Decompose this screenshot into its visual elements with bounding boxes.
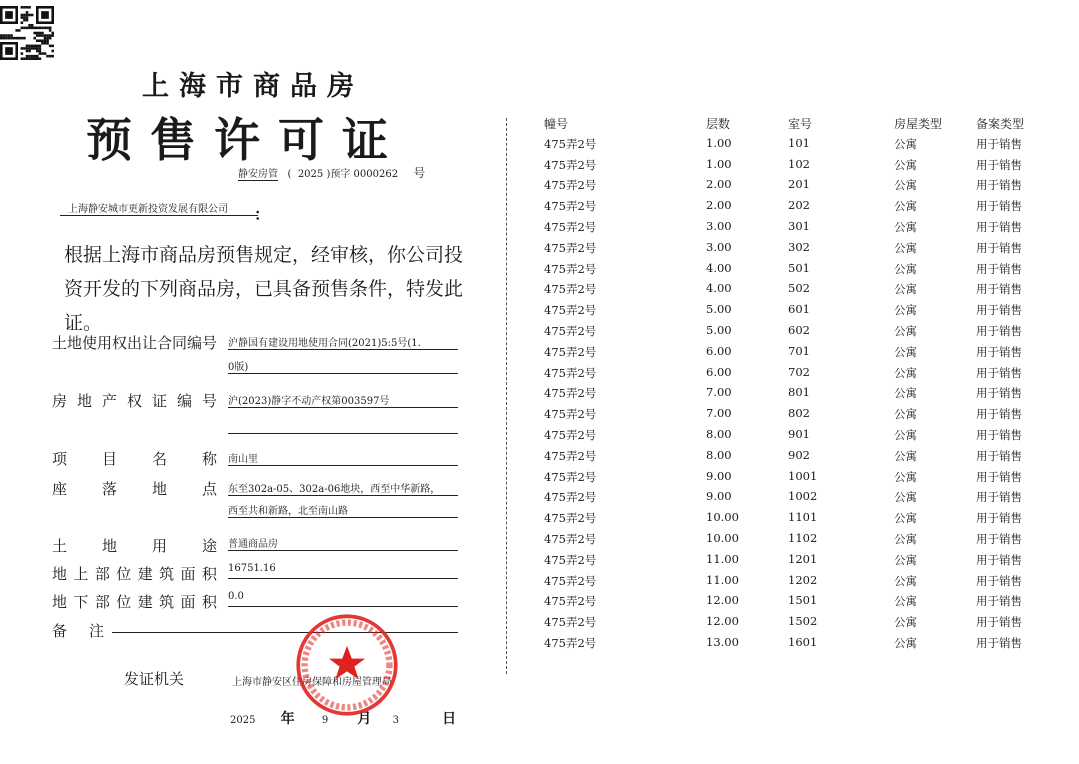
permit-statement-line2: 资开发的下列商品房，已具备预售条件，特发此证。	[64, 278, 464, 334]
cell-house-type: 公寓	[894, 615, 917, 630]
property-cert-label: 房地产权证编号	[52, 392, 217, 410]
cell-floor: 11.00	[706, 572, 739, 587]
permit-suffix: 号	[413, 166, 426, 180]
cell-room: 1601	[788, 634, 818, 649]
cell-filing-type: 用于销售	[976, 199, 1022, 214]
cell-filing-type: 用于销售	[976, 511, 1022, 526]
doc-title-big: 预售许可证	[86, 113, 406, 167]
month-label: 月	[357, 711, 372, 727]
cell-floor: 4.00	[706, 281, 732, 296]
table-row	[544, 344, 1064, 365]
cell-building: 475弄2号	[544, 219, 597, 234]
cell-floor: 12.00	[706, 593, 739, 608]
issue-year: 2025	[230, 715, 256, 726]
cell-building: 475弄2号	[544, 573, 597, 588]
table-body	[544, 136, 1064, 656]
cell-house-type: 公寓	[894, 407, 917, 422]
remark-line	[112, 632, 458, 633]
cell-floor: 6.00	[706, 364, 732, 379]
table-row	[544, 427, 1064, 448]
cell-house-type: 公寓	[894, 261, 917, 276]
cell-filing-type: 用于销售	[976, 136, 1022, 151]
cell-house-type: 公寓	[894, 365, 917, 380]
table-row	[544, 469, 1064, 490]
cell-building: 475弄2号	[544, 615, 597, 630]
cell-floor: 10.00	[706, 530, 739, 545]
cell-filing-type: 用于销售	[976, 157, 1022, 172]
table-row	[544, 219, 1064, 240]
cell-building: 475弄2号	[544, 594, 597, 609]
table-row	[544, 531, 1064, 552]
cell-building: 475弄2号	[544, 511, 597, 526]
cell-house-type: 公寓	[894, 594, 917, 609]
cell-room: 202	[788, 198, 810, 213]
cell-building: 475弄2号	[544, 407, 597, 422]
cell-building: 475弄2号	[544, 157, 597, 172]
permit-number-line	[238, 164, 425, 181]
cell-room: 802	[788, 406, 810, 421]
cell-building: 475弄2号	[544, 178, 597, 193]
cell-filing-type: 用于销售	[976, 240, 1022, 255]
remark-label: 备注	[52, 622, 104, 640]
cell-floor: 9.00	[706, 468, 732, 483]
cell-floor: 4.00	[706, 260, 732, 275]
table-row	[544, 573, 1064, 594]
cell-filing-type: 用于销售	[976, 303, 1022, 318]
cell-filing-type: 用于销售	[976, 490, 1022, 505]
cell-room: 201	[788, 177, 810, 192]
cell-room: 602	[788, 322, 810, 337]
cell-floor: 6.00	[706, 343, 732, 358]
property-cert-value: 沪(2023)静字不动产权第003597号	[228, 392, 458, 408]
cell-building: 475弄2号	[544, 427, 597, 442]
cell-filing-type: 用于销售	[976, 531, 1022, 546]
header-filing-type: 备案类型	[976, 117, 1025, 131]
cell-room: 502	[788, 281, 810, 296]
cell-floor: 7.00	[706, 385, 732, 400]
property-cert-blank	[228, 418, 458, 434]
cell-filing-type: 用于销售	[976, 219, 1022, 234]
land-contract-value: 沪静国有建设用地使用合同(2021)5:5号(1.	[228, 334, 458, 350]
cell-building: 475弄2号	[544, 386, 597, 401]
cell-floor: 11.00	[706, 551, 739, 566]
table-row	[544, 593, 1064, 614]
cell-house-type: 公寓	[894, 490, 917, 505]
cell-building: 475弄2号	[544, 531, 597, 546]
cell-house-type: 公寓	[894, 199, 917, 214]
issue-day: 3	[392, 715, 399, 726]
cell-filing-type: 用于销售	[976, 178, 1022, 193]
cell-floor: 1.00	[706, 135, 732, 150]
cell-floor: 8.00	[706, 426, 732, 441]
cell-filing-type: 用于销售	[976, 469, 1022, 484]
cell-house-type: 公寓	[894, 240, 917, 255]
cell-building: 475弄2号	[544, 469, 597, 484]
table-row	[544, 552, 1064, 573]
cell-floor: 13.00	[706, 634, 739, 649]
cell-room: 1002	[788, 489, 818, 504]
cell-room: 1001	[788, 468, 818, 483]
company-colon: ：	[254, 205, 271, 224]
table-row	[544, 177, 1064, 198]
cell-floor: 3.00	[706, 239, 732, 254]
cell-house-type: 公寓	[894, 303, 917, 318]
cell-building: 475弄2号	[544, 136, 597, 151]
cell-filing-type: 用于销售	[976, 407, 1022, 422]
header-room: 室号	[788, 117, 813, 131]
table-row	[544, 136, 1064, 157]
cell-filing-type: 用于销售	[976, 594, 1022, 609]
cell-house-type: 公寓	[894, 511, 917, 526]
cell-building: 475弄2号	[544, 323, 597, 338]
day-label: 日	[442, 711, 457, 727]
cell-floor: 10.00	[706, 510, 739, 525]
cell-floor: 3.00	[706, 218, 732, 233]
cell-floor: 12.00	[706, 614, 739, 629]
cell-house-type: 公寓	[894, 344, 917, 359]
table-row	[544, 489, 1064, 510]
cell-room: 702	[788, 364, 810, 379]
cell-filing-type: 用于销售	[976, 573, 1022, 588]
permit-left-panel	[0, 0, 490, 764]
cell-floor: 1.00	[706, 156, 732, 171]
year-label: 年	[280, 711, 295, 727]
cell-room: 301	[788, 218, 810, 233]
cell-filing-type: 用于销售	[976, 552, 1022, 567]
cell-filing-type: 用于销售	[976, 448, 1022, 463]
table-row	[544, 448, 1064, 469]
above-area-value: 16751.16	[228, 563, 458, 579]
cell-room: 102	[788, 156, 810, 171]
location-value: 东至302a-05、302a-06地块，西至中华新路，	[228, 480, 458, 496]
cell-room: 501	[788, 260, 810, 275]
cell-room: 1102	[788, 530, 818, 545]
cell-filing-type: 用于销售	[976, 323, 1022, 338]
cell-filing-type: 用于销售	[976, 365, 1022, 380]
cell-house-type: 公寓	[894, 427, 917, 442]
permit-authority-code: 静安房管	[238, 165, 278, 181]
issuer-label: 发证机关	[124, 670, 185, 688]
cell-room: 1501	[788, 593, 818, 608]
table-header	[544, 115, 1064, 136]
permit-statement	[64, 238, 464, 340]
cell-room: 1101	[788, 510, 818, 525]
cell-house-type: 公寓	[894, 573, 917, 588]
doc-title-small: 上海市商品房	[142, 71, 364, 102]
cell-floor: 2.00	[706, 177, 732, 192]
table-row	[544, 240, 1064, 261]
permit-number: 0000262	[353, 169, 399, 180]
cell-house-type: 公寓	[894, 469, 917, 484]
table-row	[544, 281, 1064, 302]
land-use-label: 土地用途	[52, 537, 217, 555]
cell-filing-type: 用于销售	[976, 261, 1022, 276]
cell-house-type: 公寓	[894, 635, 917, 650]
table-row	[544, 198, 1064, 219]
cell-building: 475弄2号	[544, 344, 597, 359]
cell-house-type: 公寓	[894, 219, 917, 234]
table-row	[544, 510, 1064, 531]
cell-building: 475弄2号	[544, 261, 597, 276]
table-row	[544, 635, 1064, 656]
project-name-value: 南山里	[228, 450, 458, 466]
cell-room: 801	[788, 385, 810, 400]
cell-floor: 7.00	[706, 406, 732, 421]
project-name-label: 项目名称	[52, 450, 217, 468]
land-contract-value-2: 0版)	[228, 358, 458, 374]
permit-presale-label: 预字	[330, 169, 351, 180]
cell-house-type: 公寓	[894, 448, 917, 463]
table-row	[544, 406, 1064, 427]
issue-month: 9	[321, 715, 329, 726]
header-building: 幢号	[544, 117, 569, 131]
cell-filing-type: 用于销售	[976, 427, 1022, 442]
table-row	[544, 302, 1064, 323]
permit-close-paren: )	[326, 169, 331, 180]
cell-room: 901	[788, 426, 810, 441]
cell-house-type: 公寓	[894, 386, 917, 401]
cell-building: 475弄2号	[544, 303, 597, 318]
unit-table	[544, 115, 1064, 656]
page-divider	[506, 118, 507, 674]
cell-building: 475弄2号	[544, 635, 597, 650]
land-use-value: 普通商品房	[228, 535, 458, 551]
cell-building: 475弄2号	[544, 240, 597, 255]
cell-filing-type: 用于销售	[976, 635, 1022, 650]
cell-floor: 5.00	[706, 322, 732, 337]
cell-room: 101	[788, 135, 810, 150]
table-row	[544, 614, 1064, 635]
table-row	[544, 323, 1064, 344]
below-area-label: 地下部位建筑面积	[52, 593, 217, 611]
cell-room: 1502	[788, 614, 818, 629]
cell-building: 475弄2号	[544, 490, 597, 505]
cell-house-type: 公寓	[894, 531, 917, 546]
table-row	[544, 157, 1064, 178]
cell-room: 1201	[788, 551, 818, 566]
header-floor: 层数	[706, 117, 731, 131]
cell-room: 701	[788, 343, 810, 358]
cell-building: 475弄2号	[544, 199, 597, 214]
table-row	[544, 365, 1064, 386]
cell-floor: 5.00	[706, 302, 732, 317]
below-area-value: 0.0	[228, 591, 458, 607]
cell-house-type: 公寓	[894, 552, 917, 567]
permit-statement-line1: 根据上海市商品房预售规定，经审核，你公司投	[64, 244, 464, 266]
location-value-2: 西至共和新路，北至南山路	[228, 502, 458, 518]
cell-filing-type: 用于销售	[976, 615, 1022, 630]
cell-house-type: 公寓	[894, 178, 917, 193]
cell-room: 302	[788, 239, 810, 254]
cell-building: 475弄2号	[544, 552, 597, 567]
cell-floor: 9.00	[706, 489, 732, 504]
cell-filing-type: 用于销售	[976, 344, 1022, 359]
above-area-label: 地上部位建筑面积	[52, 565, 217, 583]
issuer-value: 上海市静安区住房保障和房屋管理局	[232, 677, 392, 688]
table-row	[544, 261, 1064, 282]
table-row	[544, 385, 1064, 406]
permit-year: 2025	[297, 169, 324, 180]
cell-building: 475弄2号	[544, 365, 597, 380]
cell-floor: 8.00	[706, 447, 732, 462]
cell-floor: 2.00	[706, 198, 732, 213]
cell-building: 475弄2号	[544, 448, 597, 463]
cell-house-type: 公寓	[894, 323, 917, 338]
cell-filing-type: 用于销售	[976, 282, 1022, 297]
cell-room: 601	[788, 302, 810, 317]
company-name: 上海静安城市更新投资发展有限公司	[60, 200, 258, 216]
cell-house-type: 公寓	[894, 136, 917, 151]
red-seal-stamp-icon	[294, 612, 400, 718]
cell-house-type: 公寓	[894, 157, 917, 172]
cell-house-type: 公寓	[894, 282, 917, 297]
location-label: 座落地点	[52, 480, 217, 498]
cell-building: 475弄2号	[544, 282, 597, 297]
land-contract-label: 土地使用权出让合同编号	[52, 334, 218, 352]
cell-filing-type: 用于销售	[976, 386, 1022, 401]
header-house-type: 房屋类型	[894, 117, 943, 131]
permit-open-paren: (	[287, 169, 292, 180]
cell-room: 1202	[788, 572, 818, 587]
cell-room: 902	[788, 447, 810, 462]
